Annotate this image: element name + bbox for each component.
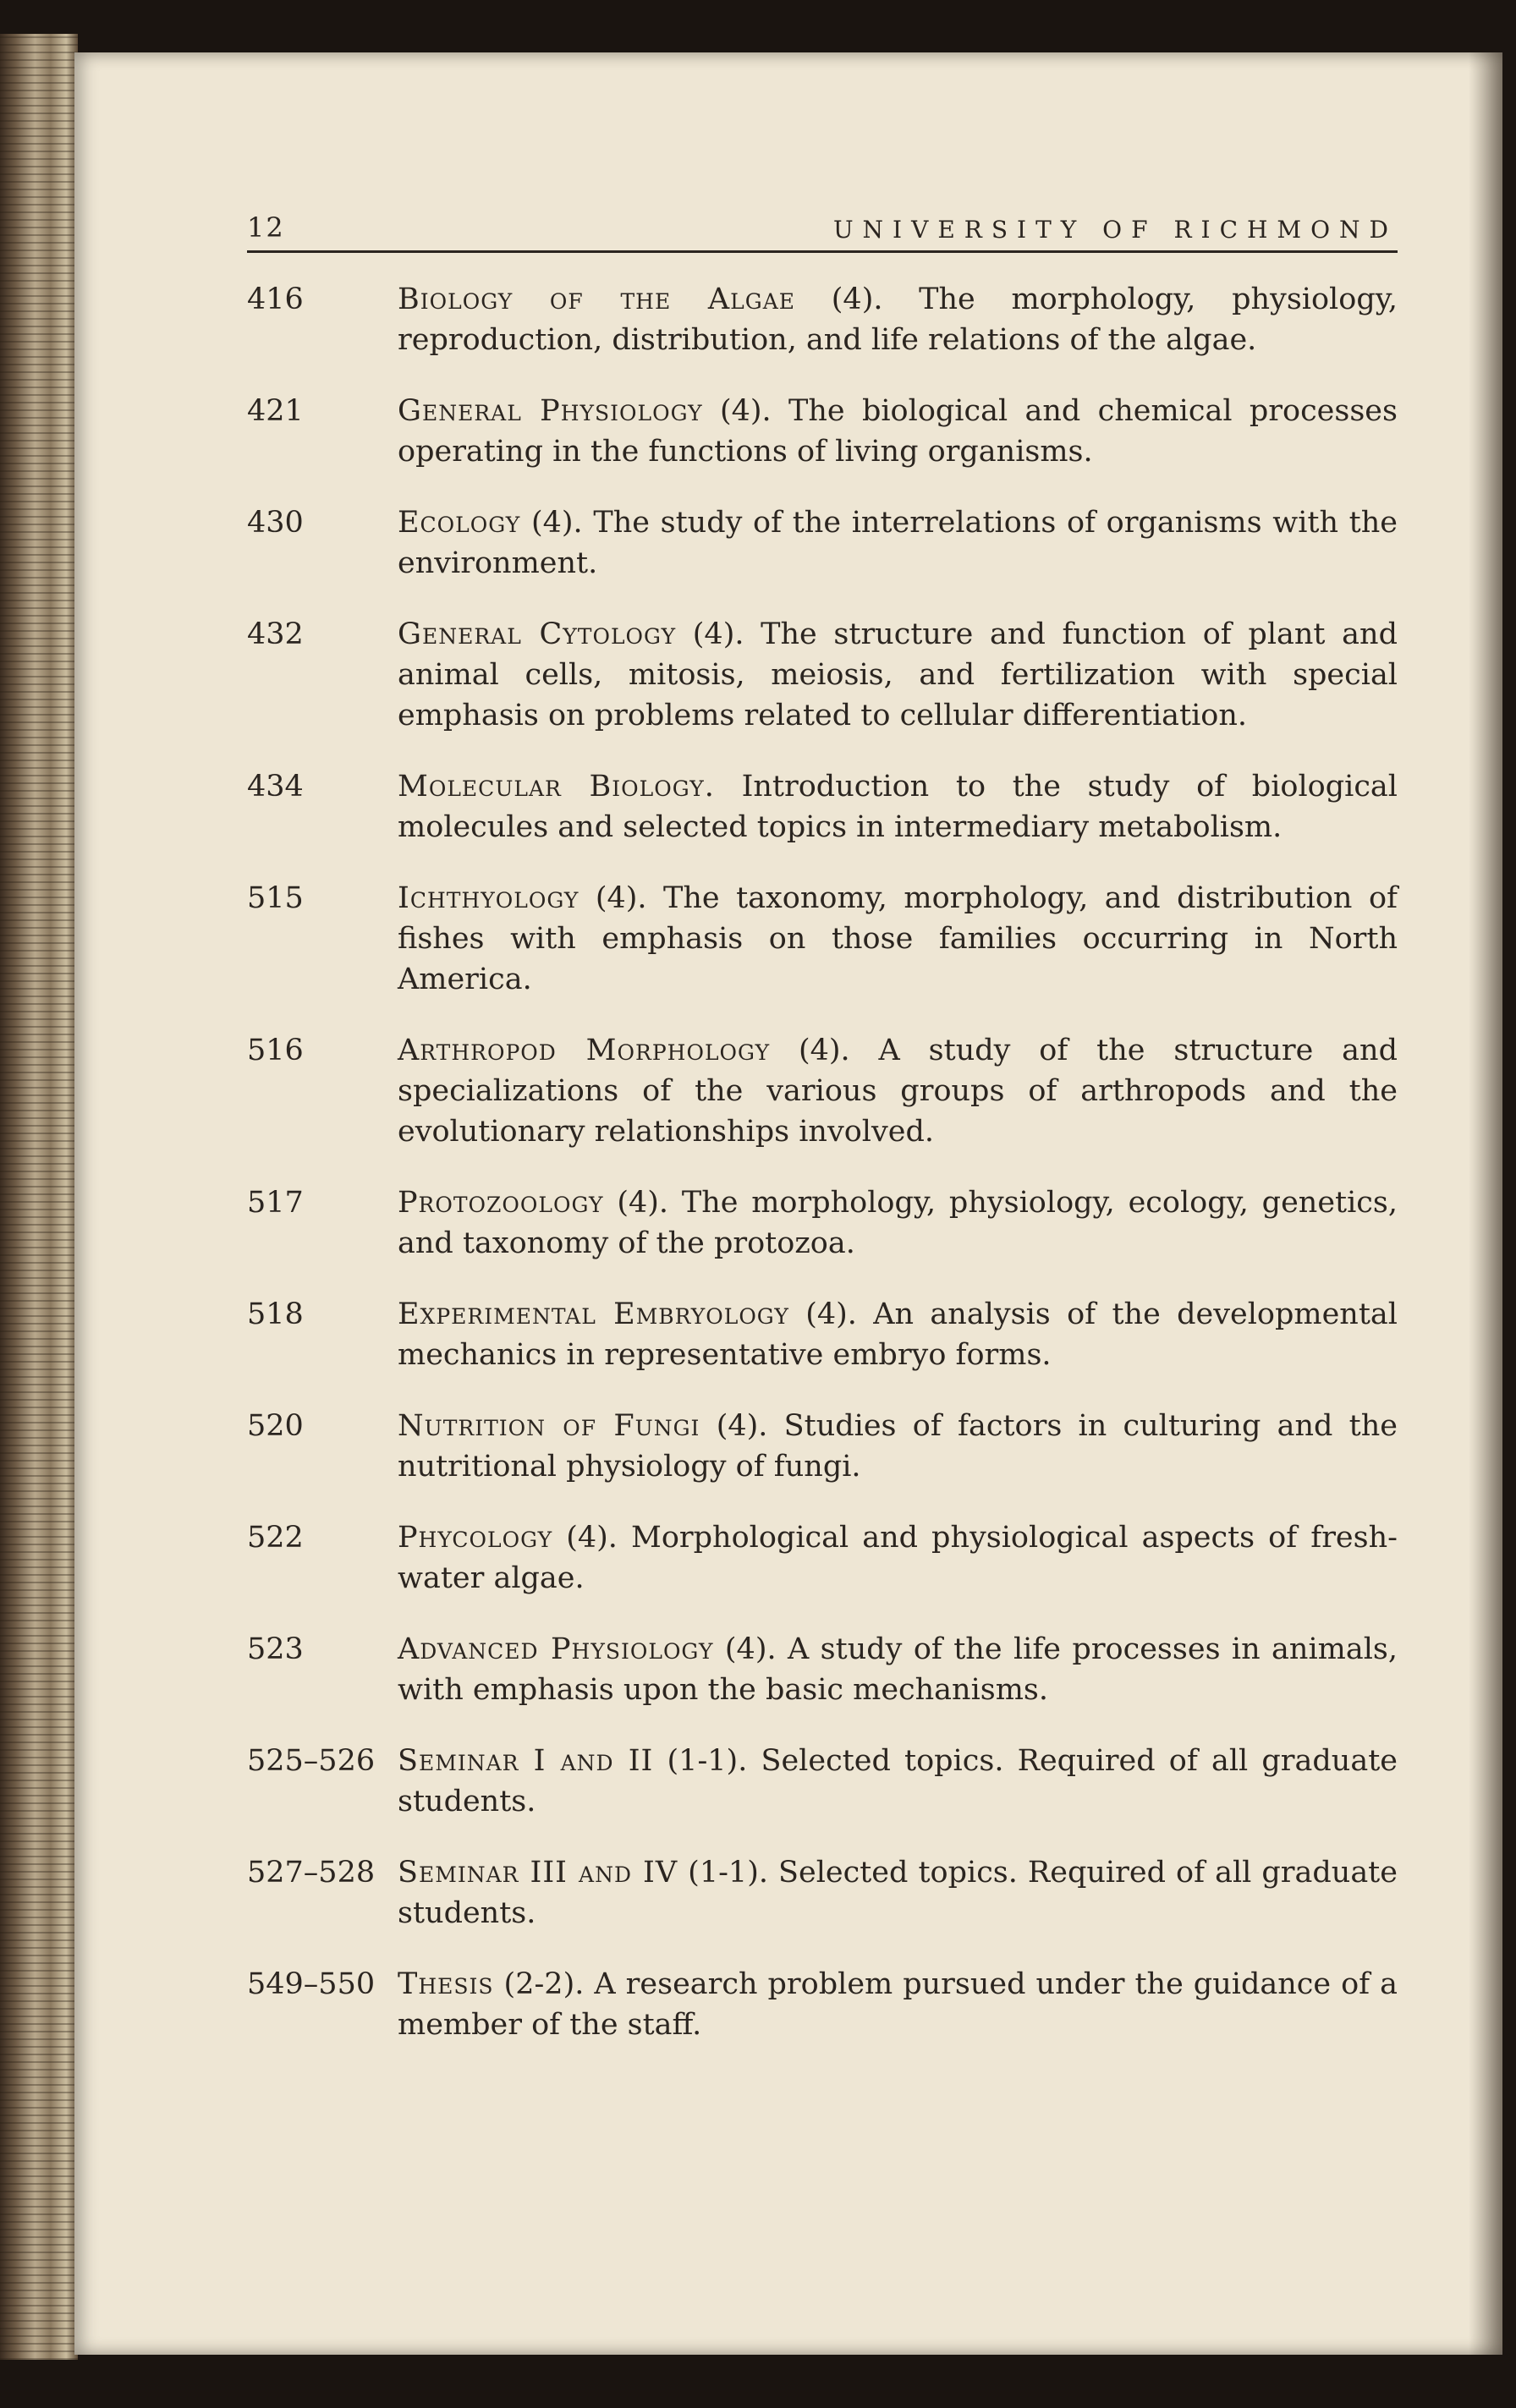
course-number: 432 xyxy=(247,617,304,651)
course-description-block xyxy=(398,279,1398,360)
course-title: Phycology xyxy=(398,1521,553,1555)
course-title: Arthropod Morphology xyxy=(398,1034,771,1067)
page-gutter-shadow xyxy=(1469,52,1502,2355)
course-credits: (4). xyxy=(617,1186,669,1220)
course-description-block xyxy=(398,1030,1398,1152)
course-description: An analysis of the developmental mechanics in representative embryo forms. xyxy=(398,1297,1398,1372)
course-description: Selected topics. Required of all graduate students. xyxy=(398,1856,1398,1930)
course-description-block xyxy=(398,878,1398,1000)
course-entry xyxy=(247,1852,1398,1934)
course-title: Biology of the Algae xyxy=(398,282,796,316)
course-description-block xyxy=(398,1741,1398,1822)
course-entry xyxy=(247,1741,1398,1822)
course-title: Thesis xyxy=(398,1967,494,2001)
course-number: 517 xyxy=(247,1186,304,1220)
course-number: 416 xyxy=(247,282,304,316)
course-entry xyxy=(247,502,1398,584)
course-entry xyxy=(247,614,1398,736)
course-description-block xyxy=(398,766,1398,847)
course-credits: (4). xyxy=(831,282,883,316)
course-description: A research problem pursued under the guidance of a member of the staff. xyxy=(398,1967,1398,2042)
course-entry xyxy=(247,1030,1398,1152)
course-title: Molecular Biology. xyxy=(398,770,715,804)
course-description-block xyxy=(398,1852,1398,1934)
course-title: Ichthyology xyxy=(398,881,579,915)
course-description-block xyxy=(398,1294,1398,1375)
course-number: 527–528 xyxy=(247,1856,376,1890)
course-description: Morphological and physiological aspects of fresh-water algae. xyxy=(398,1521,1398,1595)
course-entry xyxy=(247,1294,1398,1375)
page-number: 12 xyxy=(247,211,285,244)
course-description-block xyxy=(398,1406,1398,1487)
course-entry xyxy=(247,279,1398,360)
course-entry xyxy=(247,766,1398,847)
course-title: Advanced Physiology xyxy=(398,1632,714,1666)
course-credits: (4). xyxy=(692,617,744,651)
course-title: Protozoology xyxy=(398,1186,604,1220)
course-description: The morphology, physiology, ecology, genetics, and taxonomy of the protozoa. xyxy=(398,1186,1398,1260)
running-header xyxy=(247,203,1398,253)
course-entry xyxy=(247,1964,1398,2045)
course-entry xyxy=(247,1517,1398,1599)
course-description: The morphology, physiology, reproduction, distribution, and life relations of the algae. xyxy=(398,282,1398,357)
course-description: A study of the structure and specializations of the various groups of arthropods and the evolutionary relationships involved. xyxy=(398,1034,1398,1149)
course-credits: (4). xyxy=(530,506,583,540)
course-number: 523 xyxy=(247,1632,304,1666)
course-title: General Physiology xyxy=(398,394,703,428)
course-number: 525–526 xyxy=(247,1744,376,1778)
course-entry xyxy=(247,1406,1398,1487)
course-number: 516 xyxy=(247,1034,304,1067)
course-credits: (4). xyxy=(798,1034,850,1067)
course-credits: (4). xyxy=(716,1409,768,1443)
course-description-block xyxy=(398,1182,1398,1264)
course-description: Selected topics. Required of all graduate students. xyxy=(398,1744,1398,1818)
course-credits: (4). xyxy=(724,1632,777,1666)
course-credits: (1-1). xyxy=(688,1856,768,1890)
course-description: The study of the interrelations of organisms with the environment. xyxy=(398,506,1398,580)
course-description: A study of the life processes in animals, with emphasis upon the basic mechanisms. xyxy=(398,1632,1398,1707)
course-credits: (4). xyxy=(595,881,647,915)
course-description-block xyxy=(398,1964,1398,2045)
course-title: Seminar III and IV xyxy=(398,1856,678,1890)
course-description: Studies of factors in culturing and the nutritional physiology of fungi. xyxy=(398,1409,1398,1484)
course-title: Seminar I and II xyxy=(398,1744,654,1778)
course-entry xyxy=(247,1182,1398,1264)
course-number: 421 xyxy=(247,394,304,428)
course-description: Introduction to the study of biological molecules and selected topics in intermediary metabolism. xyxy=(398,770,1398,844)
course-description-block xyxy=(398,1517,1398,1599)
course-credits: (1-1). xyxy=(667,1744,748,1778)
course-list xyxy=(247,279,1398,2076)
course-number: 549–550 xyxy=(247,1967,376,2001)
course-number: 522 xyxy=(247,1521,304,1555)
running-title: UNIVERSITY OF RICHMOND xyxy=(832,216,1398,244)
course-entry xyxy=(247,1629,1398,1710)
course-credits: (2-2). xyxy=(503,1967,585,2001)
course-number: 520 xyxy=(247,1409,304,1443)
course-description-block xyxy=(398,614,1398,736)
course-credits: (4). xyxy=(805,1297,857,1331)
course-number: 430 xyxy=(247,506,304,540)
course-title: Experimental Embryology xyxy=(398,1297,789,1331)
course-description: The taxonomy, morphology, and distribution of fishes with emphasis on those families occurring in North America. xyxy=(398,881,1398,996)
course-title: Ecology xyxy=(398,506,521,540)
course-number: 434 xyxy=(247,770,304,804)
course-credits: (4). xyxy=(719,394,772,428)
course-description-block xyxy=(398,391,1398,472)
course-description: The structure and function of plant and animal cells, mitosis, meiosis, and fertilization with special emphasis on problems related to cellular differentiation. xyxy=(398,617,1398,732)
course-number: 515 xyxy=(247,881,304,915)
course-entry xyxy=(247,878,1398,1000)
course-description: The biological and chemical processes operating in the functions of living organisms. xyxy=(398,394,1398,469)
book-page-edges xyxy=(0,34,78,2360)
course-description-block xyxy=(398,502,1398,584)
course-credits: (4). xyxy=(566,1521,618,1555)
course-number: 518 xyxy=(247,1297,304,1331)
course-description-block xyxy=(398,1629,1398,1710)
course-title: General Cytology xyxy=(398,617,677,651)
course-entry xyxy=(247,391,1398,472)
course-title: Nutrition of Fungi xyxy=(398,1409,700,1443)
